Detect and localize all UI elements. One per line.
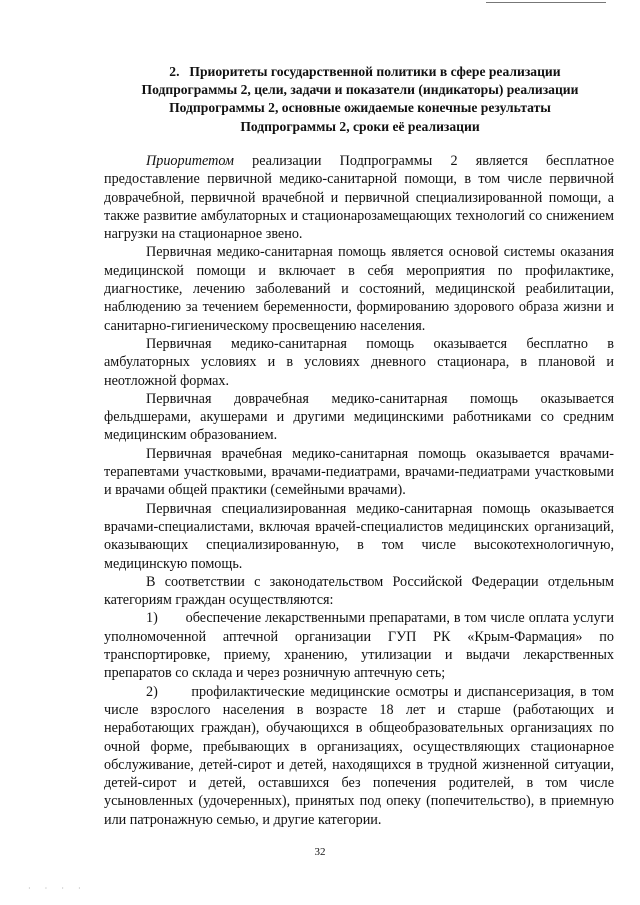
paragraph: В соответствии с законодательством Российской Федерации отдельным категориям граждан осуществляются: [104,573,614,609]
body-text [104,152,614,829]
list-item: 2) профилактические медицинские осмотры и диспансеризация, в том числе взрослого населения в возрасте 18 лет и старше (работающих и неработающих граждан), обучающихся в общеобразовательных организациях по очной форме, пребывающих в организациях, осуществляющих стационарное обслуживание, детей-сирот и детей, находящихся в трудной жизненной ситуации, детей-сирот и детей, оставшихся без попечения родителей, в том числе усыновленных (удочеренных), принятых под опеку (попечительство), в приемную или патронажную семью, и другие категории. [104,683,615,828]
heading-line-1: 2. Приоритеты государственной политики в сфере реализации [100,63,620,81]
paragraph: Первичная медико-санитарная помощь оказывается бесплатно в амбулаторных условиях и в условиях дневного стационара, в плановой и неотложной формах. [104,335,614,389]
section-heading [100,63,620,136]
list-item: 1) обеспечение лекарственными препаратами, в том числе оплата услуги уполномоченной аптечной организации ГУП РК «Крым-Фармация» по транспортировке, приему, хранению, утилизации и выдачи лекарственных препаратов со склада и через розничную аптечную сеть; [104,610,614,682]
top-rule [486,2,606,3]
paragraph: Первичная врачебная медико-санитарная помощь оказывается врачами-терапевтами участковыми, врачами-педиатрами, врачами-педиатрами участковыми и врачами общей практики (семейными врачами). [104,445,614,499]
list-marker: 2) [146,683,158,700]
heading-line-4: Подпрограммы 2, сроки её реализации [240,118,480,134]
paragraph-lead: Приоритетом [146,153,234,169]
scan-specks: · · · · [28,884,87,893]
heading-line-3: Подпрограммы 2, основные ожидаемые конечные результаты [169,100,551,116]
section-number: 2. [169,64,180,79]
paragraph: Первичная специализированная медико-санитарная помощь оказывается врачами-специалистами, включая врачей-специалистов медицинских организаций, оказывающих специализированную, в том числе высокотехнологичную, медицинскую помощь. [104,500,614,572]
paragraph: Приоритетом реализации Подпрограммы 2 является бесплатное предоставление первичной медико-санитарной помощи, в том числе первичной доврачебной, первичной врачебной и первичной специализированной помощи, а также развитие амбулаторных и стационарозамещающих технологий со снижением нагрузки на стационарное звено. [104,153,614,243]
heading-line-2: Подпрограммы 2, цели, задачи и показатели (индикаторы) реализации [141,82,579,98]
paragraph: Первичная доврачебная медико-санитарная помощь оказывается фельдшерами, акушерами и другими медицинскими работниками со средним медицинским образованием. [104,390,614,444]
list-marker: 1) [146,610,158,627]
paragraph: Первичная медико-санитарная помощь является основой системы оказания медицинской помощи и включает в себя мероприятия по профилактике, диагностике, лечению заболеваний и состояний, медицинской реабилитации, наблюдению за течением беременности, формированию здорового образа жизни и санитарно-гигиеническому просвещению населения. [104,244,614,334]
page-number: 32 [314,846,326,858]
